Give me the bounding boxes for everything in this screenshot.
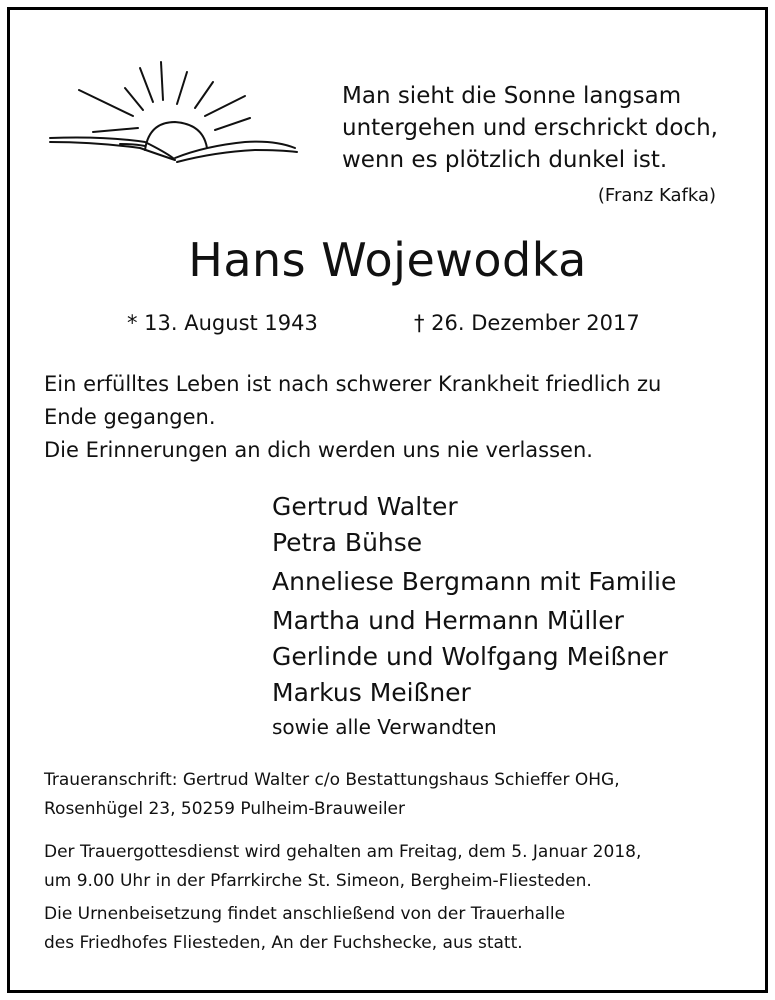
address-line: Traueranschrift: Gertrud Walter c/o Bestattungshaus Schieffer OHG, bbox=[44, 770, 620, 790]
message-line: Die Erinnerungen an dich werden uns nie verlassen. bbox=[44, 438, 593, 462]
mourner-name: Martha und Hermann Müller bbox=[272, 606, 624, 635]
mourner-name: Petra Bühse bbox=[272, 528, 423, 557]
message-line: Ende gegangen. bbox=[44, 405, 216, 429]
message-line: Ein erfülltes Leben ist nach schwerer Krankheit friedlich zu bbox=[44, 372, 662, 396]
service-line: Der Trauergottesdienst wird gehalten am Freitag, dem 5. Januar 2018, bbox=[44, 842, 642, 862]
quote-line: untergehen und erschrickt doch, bbox=[342, 115, 718, 141]
sunset-icon bbox=[45, 60, 300, 170]
burial-line: Die Urnenbeisetzung findet anschließend von der Trauerhalle bbox=[44, 904, 566, 924]
relatives-note: sowie alle Verwandten bbox=[272, 715, 497, 739]
mourner-name: Markus Meißner bbox=[272, 678, 471, 707]
burial-line: des Friedhofes Fliesteden, An der Fuchshecke, aus statt. bbox=[44, 933, 523, 953]
quote bbox=[342, 80, 732, 176]
mourners-list bbox=[272, 489, 742, 743]
obituary-message bbox=[44, 368, 734, 467]
mourner-name: Anneliese Bergmann mit Familie bbox=[272, 567, 677, 596]
quote-author: (Franz Kafka) bbox=[597, 185, 716, 206]
mourning-address bbox=[44, 766, 744, 824]
address-line: Rosenhügel 23, 50259 Pulheim-Brauweiler bbox=[44, 799, 405, 819]
death-date: † 26. Dezember 2017 bbox=[414, 311, 640, 335]
deceased-name: Hans Wojewodka bbox=[188, 233, 587, 287]
service-line: um 9.00 Uhr in der Pfarrkirche St. Simeon, Bergheim-Fliesteden. bbox=[44, 871, 592, 891]
quote-line: wenn es plötzlich dunkel ist. bbox=[342, 147, 668, 173]
quote-line: Man sieht die Sonne langsam bbox=[342, 83, 682, 109]
mourner-name: Gertrud Walter bbox=[272, 492, 458, 521]
birth-date: * 13. August 1943 bbox=[127, 311, 318, 335]
mourner-name: Gerlinde und Wolfgang Meißner bbox=[272, 642, 668, 671]
funeral-service-info bbox=[44, 838, 744, 896]
urn-burial-info bbox=[44, 900, 744, 958]
